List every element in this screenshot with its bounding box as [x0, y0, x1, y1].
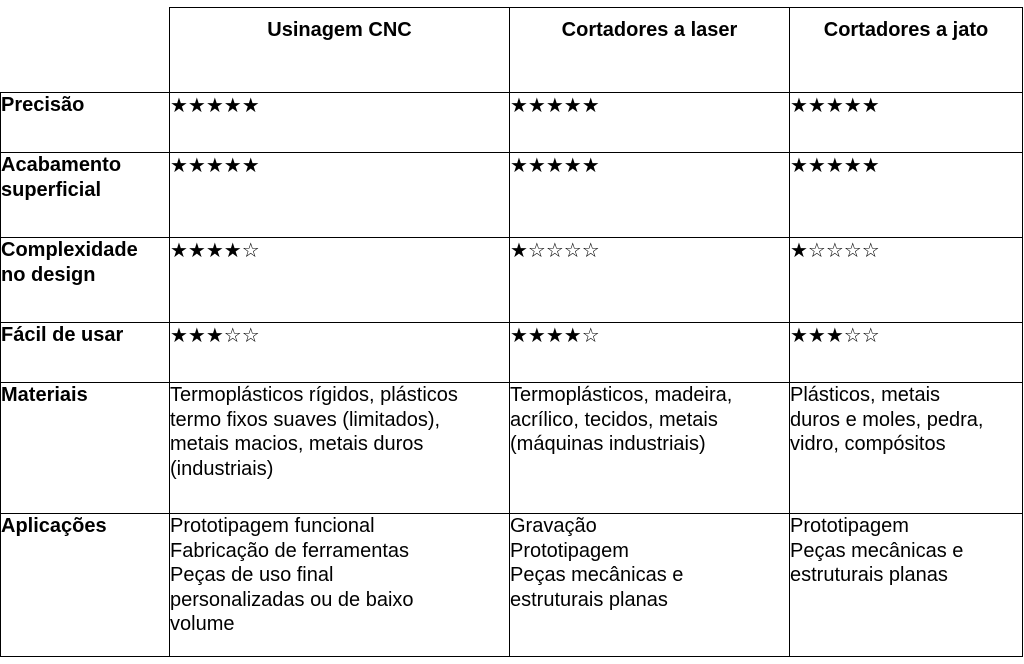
cell-line: termo fixos suaves (limitados),: [170, 408, 441, 431]
row-label: [1, 323, 170, 383]
applications-cell-laser: [510, 514, 790, 657]
table-row-precision: [1, 93, 1023, 153]
row-label: [1, 93, 170, 153]
cell-line: Prototipagem: [790, 515, 909, 537]
cell-line: estruturais planas: [510, 588, 668, 611]
comparison-table: [0, 7, 1023, 657]
table-row-applications: [1, 514, 1023, 657]
cell-line: volume: [170, 613, 235, 635]
cell-line: metais macios, metais duros: [170, 433, 424, 455]
cell-line: Prototipagem funcional: [170, 515, 375, 537]
cell-line: personalizadas ou de baixo: [170, 588, 414, 611]
cell-line: Peças de uso final: [170, 564, 334, 586]
column-header-jet: Cortadores a jato: [790, 8, 1023, 93]
cell-line: Peças mecânicas e: [790, 539, 964, 562]
table-row-design-complexity: [1, 238, 1023, 323]
cell-line: (máquinas industriais): [510, 433, 706, 455]
column-header-cnc: Usinagem CNC: [170, 8, 510, 93]
column-header-laser: Cortadores a laser: [510, 8, 790, 93]
cell-line: (industriais): [170, 457, 274, 480]
applications-cell-jet: [790, 514, 1023, 657]
table-row-ease-of-use: [1, 323, 1023, 383]
row-label-line: superficial: [1, 179, 102, 201]
row-label: [1, 153, 170, 238]
star-rating: ★★★★★: [790, 93, 1023, 153]
star-rating: ★★★★☆: [510, 323, 790, 383]
star-rating: ★★★☆☆: [170, 323, 510, 383]
star-rating: ★★★★★: [510, 153, 790, 238]
star-rating: ★★★★★: [790, 153, 1023, 238]
cell-line: Peças mecânicas e: [510, 564, 684, 586]
header-row: [1, 8, 1023, 93]
row-label-line: Fácil de usar: [1, 324, 124, 346]
row-label: [1, 383, 170, 514]
cell-line: Fabricação de ferramentas: [170, 539, 410, 562]
star-rating: ★★★★★: [170, 153, 510, 238]
cell-line: Prototipagem: [510, 539, 629, 562]
table-row-materials: [1, 383, 1023, 514]
row-label-line: Acabamento: [1, 154, 122, 176]
row-label-line: Aplicações: [1, 515, 107, 537]
row-label-line: Materiais: [1, 384, 88, 406]
cell-line: Termoplásticos rígidos, plásticos: [170, 384, 458, 406]
row-label-line: Precisão: [1, 94, 85, 116]
cell-line: Gravação: [510, 515, 597, 537]
row-label-line: no design: [1, 264, 96, 286]
row-label-line: Complexidade: [1, 239, 138, 261]
materials-cell-laser: [510, 383, 790, 514]
cell-line: acrílico, tecidos, metais: [510, 408, 718, 431]
corner-cell: [1, 8, 170, 93]
cell-line: Plásticos, metais: [790, 384, 941, 406]
star-rating: ★★★★☆: [170, 238, 510, 323]
star-rating: ★★★★★: [170, 93, 510, 153]
table-row-surface-finish: [1, 153, 1023, 238]
star-rating: ★★★★★: [510, 93, 790, 153]
star-rating: ★☆☆☆☆: [510, 238, 790, 323]
materials-cell-cnc: [170, 383, 510, 514]
materials-cell-jet: [790, 383, 1023, 514]
row-label: [1, 238, 170, 323]
star-rating: ★★★☆☆: [790, 323, 1023, 383]
cell-line: estruturais planas: [790, 564, 948, 586]
cell-line: Termoplásticos, madeira,: [510, 384, 733, 406]
cell-line: duros e moles, pedra,: [790, 408, 984, 431]
cell-line: vidro, compósitos: [790, 433, 946, 455]
star-rating: ★☆☆☆☆: [790, 238, 1023, 323]
applications-cell-cnc: [170, 514, 510, 657]
row-label: [1, 514, 170, 657]
